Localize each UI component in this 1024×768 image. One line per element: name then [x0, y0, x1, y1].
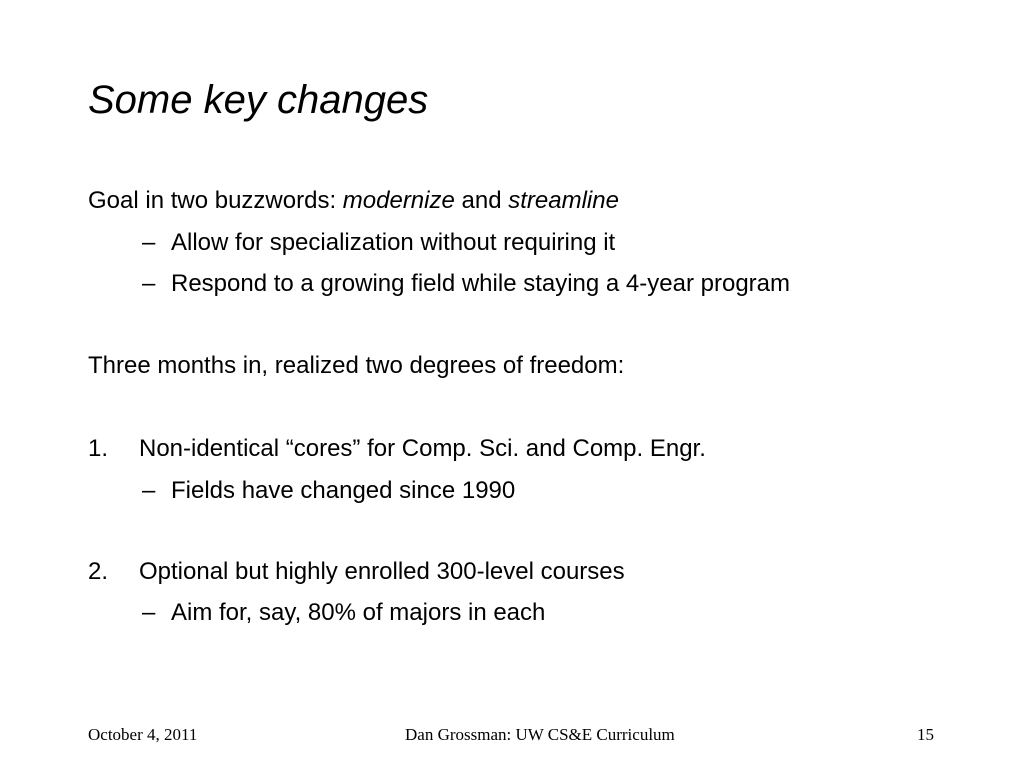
goal-prefix: Goal in two buzzwords: [88, 187, 343, 214]
bullet-dash: – [142, 599, 156, 626]
footer-title: Dan Grossman: UW CS&E Curriculum [405, 725, 675, 744]
item-number-1: 1. [88, 435, 109, 462]
slide-title: Some key changes [88, 78, 429, 122]
goal-word-modernize: modernize [342, 187, 455, 214]
goal-line [88, 186, 619, 216]
footer-page-number: 15 [917, 725, 934, 744]
goal-bullet-2: Respond to a growing field while staying a 4-year program [171, 270, 790, 297]
bullet-dash: – [142, 229, 156, 256]
goal-conjunction: and [454, 187, 509, 214]
bullet-dash: – [142, 270, 156, 297]
goal-bullet-1: Allow for specialization without requiring it [171, 229, 616, 256]
footer-date: October 4, 2011 [88, 725, 198, 744]
item-sub-2: Aim for, say, 80% of majors in each [171, 599, 546, 626]
realized-line: Three months in, realized two degrees of freedom: [88, 352, 625, 379]
goal-word-streamline: streamline [508, 187, 619, 214]
item-text-1: Non-identical “cores” for Comp. Sci. and Comp. Engr. [139, 435, 706, 462]
item-text-2: Optional but highly enrolled 300-level courses [139, 558, 625, 585]
item-sub-1: Fields have changed since 1990 [171, 477, 516, 504]
item-number-2: 2. [88, 558, 109, 585]
bullet-dash: – [142, 477, 156, 504]
